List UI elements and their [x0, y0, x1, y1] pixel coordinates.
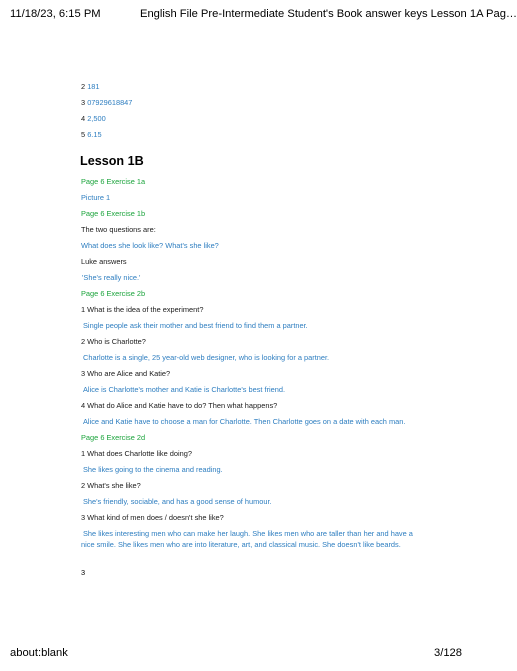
list-item	[81, 114, 106, 124]
exercise-title-2b: Page 6 Exercise 2b	[81, 289, 146, 298]
list-item	[81, 130, 102, 140]
question-2b-3: 3 Who are Alice and Katie?	[81, 369, 171, 378]
footer-url: about:blank	[10, 647, 68, 659]
answer-2b-3: Alice is Charlotte's mother and Katie is Charlotte's best friend.	[83, 385, 286, 394]
item-number: 2	[81, 82, 86, 91]
answer-link[interactable]: 07929618847	[87, 98, 133, 107]
exercise-title-2d: Page 6 Exercise 2d	[81, 433, 146, 442]
question-2b-4: 4 What do Alice and Katie have to do? Then what happens?	[81, 401, 278, 410]
answer-link[interactable]: 181	[87, 82, 100, 91]
answer-2d-3-line1: She likes interesting men who can make her laugh. She likes men who are taller than her and have a	[83, 529, 413, 538]
answer-2b-2: Charlotte is a single, 25 year-old web designer, who is looking for a partner.	[83, 353, 330, 362]
list-item	[81, 98, 132, 108]
question-intro: The two questions are:	[81, 225, 156, 234]
answer-2b-1: Single people ask their mother and best friend to find them a partner.	[83, 321, 308, 330]
item-number: 3	[81, 98, 86, 107]
answer-2b-4: Alice and Katie have to choose a man for Charlotte. Then Charlotte goes on a date with each man.	[83, 417, 406, 426]
question-2d-3: 3 What kind of men does / doesn't she like?	[81, 513, 224, 522]
print-datetime: 11/18/23, 6:15 PM	[10, 8, 101, 20]
answer-2d-2: She's friendly, sociable, and has a good sense of humour.	[83, 497, 272, 506]
item-number: 4	[81, 114, 86, 123]
answer-1a: Picture 1	[81, 193, 111, 202]
item-number: 5	[81, 130, 86, 139]
exercise-title-1a: Page 6 Exercise 1a	[81, 177, 146, 186]
answer-2d-3-line2: nice smile. She likes men who are into literature, art, and classical music. She doesn't like beards.	[81, 540, 401, 549]
page-number: 3	[81, 568, 86, 577]
question-2b-2: 2 Who is Charlotte?	[81, 337, 146, 346]
question-2d-1: 1 What does Charlotte like doing?	[81, 449, 192, 458]
lesson-heading: Lesson 1B	[80, 154, 144, 168]
answer-link[interactable]: 2,500	[87, 114, 106, 123]
answer-1b: What does she look like? What's she like?	[81, 241, 219, 250]
footer-page-count: 3/128	[434, 647, 462, 659]
luke-answer: 'She's really nice.'	[82, 273, 141, 282]
question-2d-2: 2 What's she like?	[81, 481, 141, 490]
page-title: English File Pre-Intermediate Student's Book answer keys Lesson 1A Pag…	[140, 8, 517, 20]
luke-label: Luke answers	[81, 257, 127, 266]
exercise-title-1b: Page 6 Exercise 1b	[81, 209, 146, 218]
list-item	[81, 82, 100, 92]
answer-link[interactable]: 6.15	[87, 130, 102, 139]
question-2b-1: 1 What is the idea of the experiment?	[81, 305, 204, 314]
answer-2d-1: She likes going to the cinema and reading.	[83, 465, 223, 474]
